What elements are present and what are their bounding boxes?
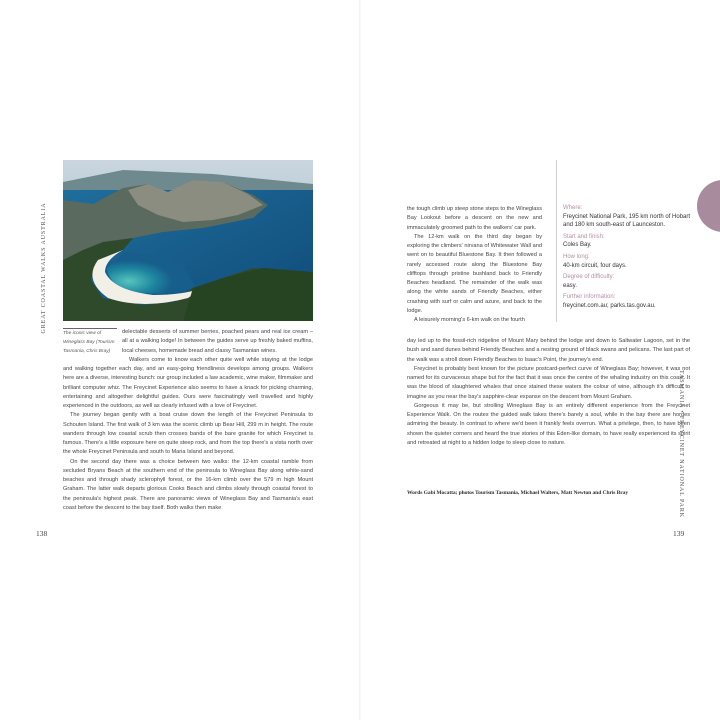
fact-value: freycinet.com.au; parks.tas.gov.au. [563,302,656,309]
fact-label: Further information: [563,294,616,301]
fact-box [556,160,696,322]
page-number-right: 139 [673,529,685,538]
fact-label: Degree of difficulty: [563,274,615,281]
book-gutter [359,0,361,720]
body-paragraph: day led up to the fossil-rich ridgeline of Mount Mary behind the lodge and down to Saltwater Lagoon, set in the bush and sand dunes behind Friendly Beaches and a nesting ground of black swans and pelicans. The last part of the walk was a stroll down Friendly Beaches to Isaac's Point, the journey's end. [407,338,690,363]
fact-label: How long: [563,253,590,260]
right-page-column [407,205,542,325]
chapter-tab-marker [697,180,720,232]
page-number-left: 138 [36,529,48,538]
body-paragraph: delectable desserts of summer berries, poached pears and real ice cream – all at a walking lodge! In between the guides serve up freshly baked muffins, local cheeses, homemade bread and classy Tasmanian wines. [122,329,313,354]
fact-value: Coles Bay. [563,242,592,249]
running-head-left: GREAT COASTAL WALKS AUSTRALIA [41,202,47,334]
fact-value: 40-km circuit, four days. [563,262,627,269]
fact-label: Start and finish: [563,233,605,240]
body-paragraph: Gorgeous it may be, but strolling Wineglass Bay is an entirely different experience from the Freycinet Experience Walk. On the routes the guided walk takes there's barely a soul, while in the bay there are hordes admiring the beauty. In contrast to where we'd been it frankly feels overrun. What a privilege, then, to have been shown the quieter corners and heard the true stories of this Eden-like domain, to have really experienced its spirit and retreated at night to a hidden lodge to sleep close to nature. [407,402,690,446]
body-paragraph: Walkers come to know each other quite well while staying at the lodge and walking together each day, and an easy-going friendliness develops among groups. Walkers here are a diverse, interesting bunch: our group included a law academic, wine maker, filmmaker and brilliant computer whiz. The Freycinet Experience also seems to have a knack for picking charming, entertaining and altogether delightful guides. Ours were fascinatingly well travelled and highly experienced in the outdoors, as well as clearly infused with a love of Freycinet. [63,356,313,409]
right-page-body [407,337,690,448]
body-paragraph: The 12-km walk on the third day began by exploring the climbers' nirvana of Whitewater Wall and went on to beautiful Bluestone Bay. It then followed a rarely accessed route along the Bluestone Bay clifftops through pristine bushland back to Friendly Beaches headland. The remainder of the walk was along the white sands of Friendly Beaches, either crashing with surf or calm and azure, and back to the lodge. [407,233,542,314]
photo-credits: Words Gabi Mocatta; photos Tourism Tasmania, Michael Walters, Matt Newton and Chris Bray [407,490,629,496]
fact-label: Where: [563,205,583,211]
body-paragraph: On the second day there was a choice between two walks: the 12-km coastal ramble from secluded Bryans Beach at the southern end of the peninsula to Wineglass Bay along white-sand beaches and through shady sclerophyll forest, or the 16-km climb over the 579 m high Mount Graham. The latter walk departs glorious Cooks Beach and climbs slowly through coastal forest to the peninsula's highest peak. There are panoramic views of Wineglass Bay and Tasmania's east coast before the descent to the bay itself. Both walks then make [63,458,313,511]
fact-value: easy. [563,282,577,289]
wineglass-bay-photo [63,160,313,321]
body-paragraph: Freycinet is probably best known for the picture postcard-perfect curve of Wineglass Bay; however, it was not named for its curvaceous shape but for the fact that it was once the centre of the whaling industry on this coast. It was the blood of slaughtered whales that once stained these waters the colour of wine, although it's difficult to imagine as you near the bay's sapphire-clear expanse on the descent from Mount Graham. [407,365,690,400]
fact-value: Freycinet National Park, 195 km north of Hobart and 180 km south-east of Launceston. [563,213,691,229]
photo-caption: The iconic view of Wineglass Bay (Tourism Tasmania, Chris Bray) [63,328,117,356]
body-paragraph: A leisurely morning's 6-km walk on the fourth [414,317,525,323]
running-head-right: TASMANIA • FREYCINET NATIONAL PARK [678,369,684,519]
left-page-body [63,328,313,513]
body-paragraph: the tough climb up steep stone steps to the Wineglass Bay Lookout before a descent on the new and immaculately groomed path to the walkers' car park. [407,206,542,231]
body-paragraph: The journey began gently with a boat cruise down the length of the Freycinet Peninsula to Schouten Island. The first walk of 3 km was the scenic climb up Bear Hill, 299 m in height. The route wanders through low coastal scrub then crosses bands of the bare granite for which Freycinet is famous. There's a little exposure here on quite steep rock, and from the top there's a vista north over the whole Freycinet Peninsula and south to Maria Island and beyond. [63,412,313,456]
